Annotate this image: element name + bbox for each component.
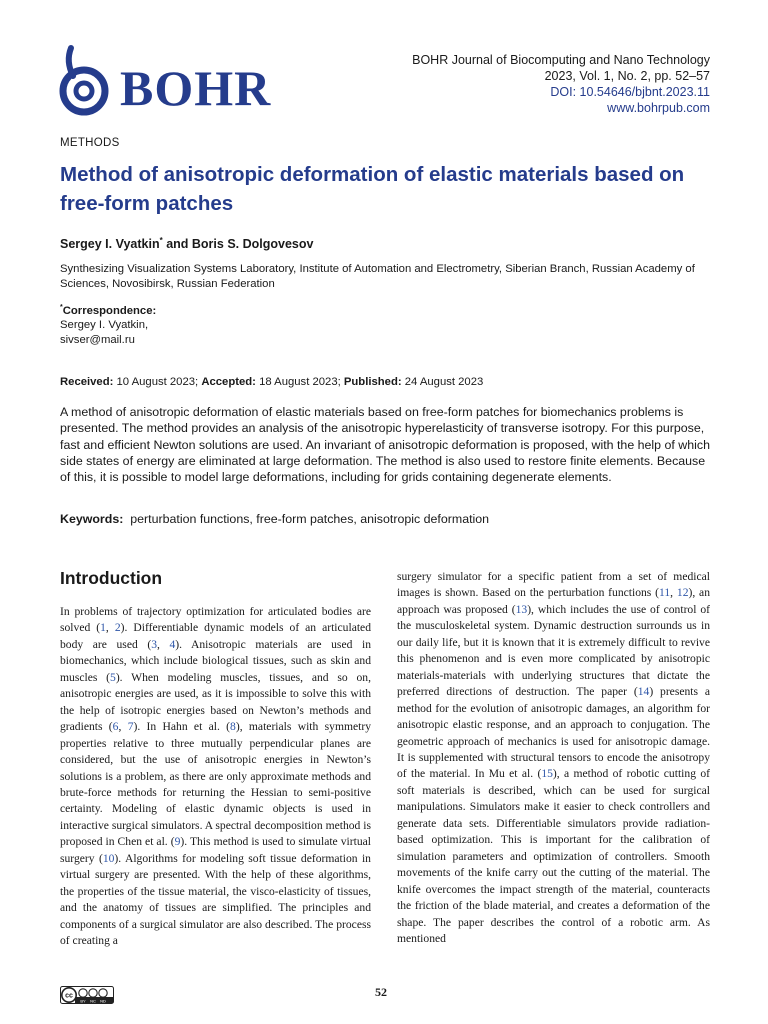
journal-name: BOHR Journal of Biocomputing and Nano Technology: [412, 53, 710, 67]
license-glyph: ND: [100, 998, 106, 1004]
accepted-date: 18 August 2023;: [255, 376, 344, 388]
body-text: surgery simulator for a specific patient from a set of medical images is shown. Based on the perturbation functions (: [397, 570, 710, 600]
page-number: 52: [375, 985, 387, 999]
body-text: ), materials with symmetry properties relative to three mutually perpendicular planes are considered, but the use of anisotropic energies in Newton’s solutions is a problem, as there are only approximate methods and brute-force methods for returning the Hessian to semi-positive certainty. Modeling of elastic dynamic objects is used in interactive surgical simulators. A spectral decomposition method is proposed in Chen et al. (: [60, 720, 371, 849]
body-text: ). In Hahn et al. (: [133, 720, 231, 734]
body-text: ). This method is used to simulate virtual surgery (: [60, 835, 371, 865]
citation-link[interactable]: 6: [112, 720, 119, 734]
citation-link[interactable]: 3: [151, 637, 158, 651]
body-text: ) presents a method for the evolution of anisotropic damages, an algorithm for anisotropic elastic response, and an approach to conjugation. The geometric approach of mechanics is used for anisotropic damage. It is supplemented with structural tensors to encode the anisotropy of the material. In Mu et al. (: [397, 685, 711, 781]
body-text: ). Anisotropic materials are used in biomechanics, which include biological tissues, such as skin and muscles (: [60, 637, 371, 684]
license-glyph: cc: [65, 992, 73, 1000]
received-label: Received:: [60, 376, 114, 388]
body-text: In problems of trajectory optimization for articulated bodies are solved (: [60, 605, 371, 635]
citation-link[interactable]: 9: [174, 835, 181, 849]
authors: [60, 236, 313, 251]
license-glyph: NC: [90, 998, 96, 1004]
correspondence-email[interactable]: sivser@mail.ru: [60, 333, 135, 346]
body-text: ). When modeling muscles, tissues, and so on, anisotropic energies are used, as it is impossible to solve this with the help of isotropic energies based on Newton’s methods and gradients (: [60, 670, 371, 734]
received-date: 10 August 2023;: [113, 376, 202, 388]
body-column-left: [60, 604, 371, 950]
body-text: ,: [670, 586, 677, 600]
cc-by-nc-nd-icon[interactable]: [60, 986, 114, 1004]
introduction-heading: Introduction: [60, 568, 163, 588]
section-label: METHODS: [60, 137, 120, 149]
journal-logo[interactable]: [58, 44, 288, 118]
keywords-list: perturbation functions, free-form patches, anisotropic deformation: [123, 512, 490, 526]
correspondence-label: Correspondence:: [62, 304, 157, 317]
body-text: ,: [157, 637, 170, 651]
body-text: ). Algorithms for modeling soft tissue deformation in virtual surgery are presented. With the help of these algorithms, the properties of the tissue material, the visco-elasticity of tissues, and the anatomy of tissues are simplified. The principles and components of a surgical simulator are also described. The process of creating a: [60, 851, 371, 948]
citation-link[interactable]: 15: [541, 767, 553, 781]
body-text: ,: [118, 720, 128, 734]
citation-link[interactable]: 12: [676, 586, 689, 600]
citation-link[interactable]: 1: [100, 621, 106, 635]
citation-link[interactable]: 11: [659, 586, 671, 600]
volume-line: 2023, Vol. 1, No. 2, pp. 52–57: [544, 69, 710, 83]
body-text: ). Differentiable dynamic models of an articulated body are used (: [60, 621, 372, 651]
body-text: ), a method of robotic cutting of soft materials is described, which can be used for surgical manipulations. Simulators make it easier to check controllers and generate data sets. Differentiable simulators provide radiation-based optimization. This is important for the calibration of simulation parameters and optimization of controllers. Smooth movements of the knife carry out the cutting of the material. The knife overcomes the impact strength of the material, counteracts the friction of the blade material, and creates a deformation of the shape. The paper describes the control of a robotic arm. As mentioned: [397, 767, 710, 945]
citation-link[interactable]: 14: [637, 685, 650, 699]
accepted-label: Accepted:: [201, 376, 256, 388]
citation-link[interactable]: 7: [127, 720, 134, 734]
citation-link[interactable]: 5: [110, 670, 116, 684]
body-text: ,: [105, 621, 115, 635]
author-2: Boris S. Dolgovesov: [191, 237, 314, 252]
correspondence-name: Sergey I. Vyatkin,: [60, 319, 149, 332]
website-link[interactable]: www.bohrpub.com: [607, 101, 710, 115]
keywords: [60, 512, 489, 526]
citation-link[interactable]: 8: [230, 720, 236, 734]
author-1: Sergey I. Vyatkin: [60, 237, 160, 252]
citation-link[interactable]: 2: [114, 621, 121, 635]
doi-link[interactable]: DOI: 10.54646/bjbnt.2023.11: [550, 85, 710, 99]
published-label: Published:: [343, 376, 402, 388]
body-text: ), which includes the use of control of the musculoskeletal system. Dynamic destruction surrounds us in our daily life, but it is known that it is extremely difficult to revive this phenomenon and is even more complicated by anisotropic materials-materials with underlying structures that dictate the preferred directions of destruction. The paper (: [397, 602, 711, 699]
published-date: 24 August 2023: [401, 376, 484, 388]
body-text: ), an approach was proposed (: [397, 586, 710, 616]
correspondence-mark: *: [60, 304, 63, 311]
author-separator: and: [162, 237, 192, 252]
article-dates: [60, 364, 483, 388]
abstract: A method of anisotropic deformation of elastic materials based on free-form patches for biomechanics problems is presented. The method provides an analysis of the anisotropic hyperelasticity of transverse isotropy. For this purpose, fast and efficient Newton solutions are used. An invariant of anisotropic deformation is proposed, with the help of which side states of energy are eliminated at large deformation. The method is also used to restore finite elements. Because of this, it is possible to model large deformations, including for grids containing degenerate elements.: [60, 405, 710, 485]
journal-info: [412, 52, 710, 116]
citation-link[interactable]: 13: [515, 602, 528, 616]
author-1-mark: *: [159, 236, 163, 245]
citation-link[interactable]: 10: [102, 851, 115, 865]
affiliation: Synthesizing Visualization Systems Laboratory, Institute of Automation and Electrometry, Siberian Branch, Russian Academy of Sciences, Novosibirsk, Russian Federation: [60, 263, 695, 290]
bohr-logo-icon: [58, 44, 118, 118]
logo-wordmark: BOHR: [120, 60, 272, 116]
keywords-label: Keywords:: [60, 512, 124, 526]
citation-link[interactable]: 4: [169, 637, 176, 651]
body-column-right: [397, 569, 710, 947]
correspondence: [60, 301, 156, 347]
article-title: Method of anisotropic deformation of elastic materials based on free-form patches: [60, 163, 685, 215]
license-glyph: BY: [80, 998, 86, 1004]
